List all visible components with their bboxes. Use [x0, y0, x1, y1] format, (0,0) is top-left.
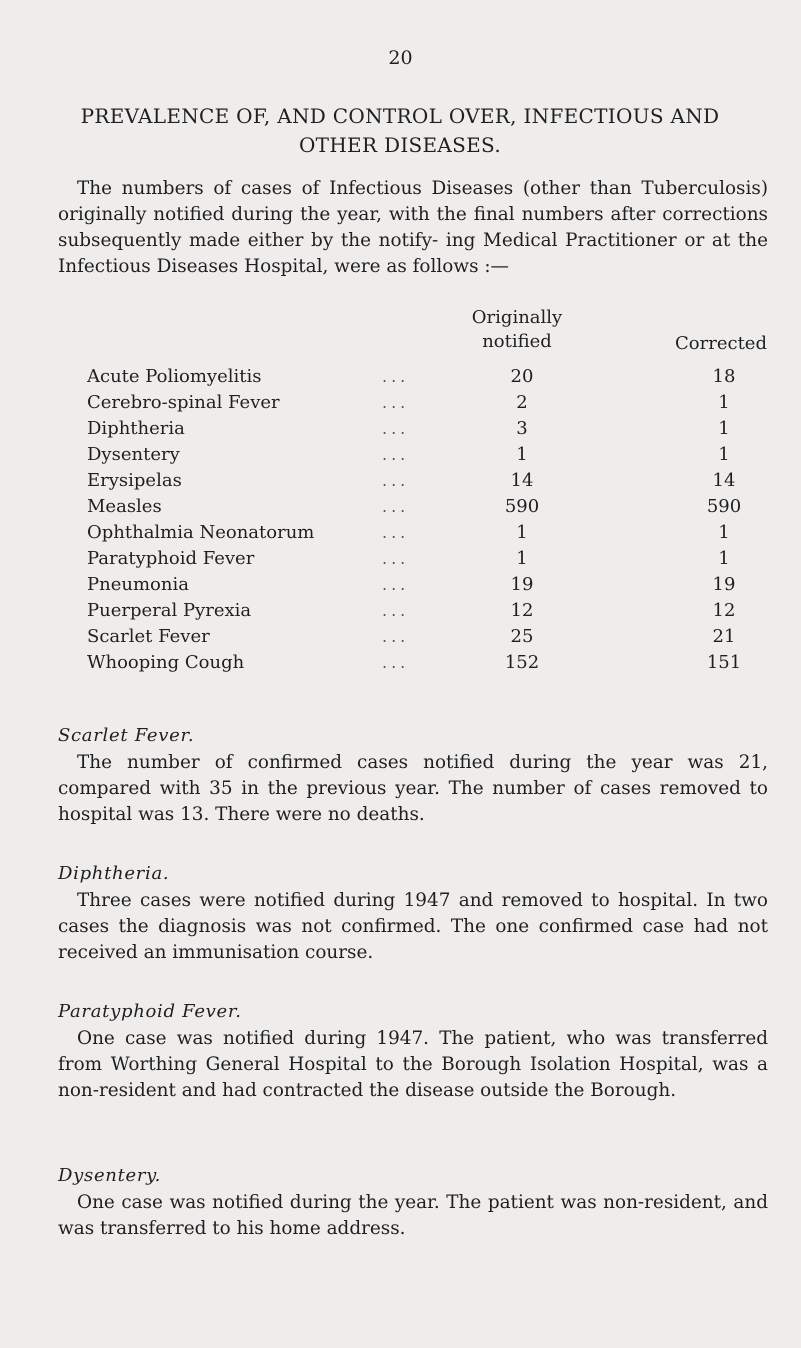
table-row: [0, 520, 801, 546]
table-row: [0, 390, 801, 416]
table-row: [0, 598, 801, 624]
dot-leader: ...: [382, 653, 410, 672]
section-title-diphtheria: Diphtheria.: [58, 863, 170, 884]
disease-name: Paratyphoid Fever: [87, 548, 255, 569]
table-row: [0, 364, 801, 390]
table-row: [0, 442, 801, 468]
dot-leader: ...: [382, 419, 410, 438]
table-header: [0, 306, 801, 360]
section-title-dysentery: Dysentery.: [58, 1165, 162, 1186]
disease-name: Scarlet Fever: [87, 626, 210, 647]
dot-leader: ...: [382, 497, 410, 516]
table-row: [0, 572, 801, 598]
corrected-count: 12: [712, 600, 736, 621]
disease-name: Dysentery: [87, 444, 180, 465]
table-row: [0, 468, 801, 494]
dot-leader: ...: [382, 549, 410, 568]
original-count: 25: [510, 626, 534, 647]
corrected-count: 18: [712, 366, 736, 387]
table-row: [0, 494, 801, 520]
original-count: 3: [516, 418, 528, 439]
table-row: [0, 546, 801, 572]
dot-leader: ...: [382, 601, 410, 620]
dot-leader: ...: [382, 445, 410, 464]
page-number: 20: [388, 47, 413, 69]
corrected-count: 14: [712, 470, 736, 491]
corrected-count: 1: [718, 418, 730, 439]
original-count: 1: [516, 548, 528, 569]
dot-leader: ...: [382, 575, 410, 594]
intro-paragraph: The numbers of cases of Infectious Diseases (other than Tuberculosis) originally notified during the year, with the final numbers after corrections subsequently made either by the notify- ing Medical Practitioner or at the Infectious Diseases Hospital, were as follows :—: [58, 178, 768, 277]
disease-name: Whooping Cough: [87, 652, 245, 673]
corrected-count: 1: [718, 548, 730, 569]
corrected-count: 19: [712, 574, 736, 595]
disease-name: Puerperal Pyrexia: [87, 600, 252, 621]
disease-name: Ophthalmia Neonatorum: [87, 522, 315, 543]
section-body-scarlet-fever: The number of confirmed cases notified during the year was 21, compared with 35 in the previous year. The number of cases removed to hospital was 13. There were no deaths.: [58, 752, 768, 825]
disease-name: Acute Poliomyelitis: [87, 366, 262, 387]
section-title-paratyphoid-fever: Paratyphoid Fever.: [58, 1001, 242, 1022]
table-row: [0, 650, 801, 676]
disease-name: Cerebro-spinal Fever: [87, 392, 280, 413]
corrected-count: 1: [718, 522, 730, 543]
disease-name: Erysipelas: [87, 470, 182, 491]
corrected-count: 590: [706, 496, 742, 517]
disease-table: [0, 364, 801, 676]
table-row: [0, 416, 801, 442]
dot-leader: ...: [382, 471, 410, 490]
original-count: 1: [516, 444, 528, 465]
dot-leader: ...: [382, 393, 410, 412]
corrected-count: 1: [718, 392, 730, 413]
original-count: 1: [516, 522, 528, 543]
original-count: 20: [510, 366, 534, 387]
original-count: 14: [510, 470, 534, 491]
corrected-count: 21: [712, 626, 736, 647]
original-count: 19: [510, 574, 534, 595]
original-count: 152: [504, 652, 540, 673]
corrected-count: 1: [718, 444, 730, 465]
dot-leader: ...: [382, 367, 410, 386]
corrected-count: 151: [706, 652, 742, 673]
column-header-originally-notified: Originally notified: [471, 307, 563, 352]
original-count: 12: [510, 600, 534, 621]
disease-name: Pneumonia: [87, 574, 189, 595]
table-row: [0, 624, 801, 650]
disease-name: Diphtheria: [87, 418, 185, 439]
original-count: 2: [516, 392, 528, 413]
original-count: 590: [504, 496, 540, 517]
disease-name: Measles: [87, 496, 162, 517]
section-body-paratyphoid-fever: One case was notified during 1947. The patient, who was transferred from Worthing General Hospital to the Borough Isolation Hospital, was a non-resident and had contracted the disease outside the Borough.: [58, 1028, 768, 1101]
dot-leader: ...: [382, 523, 410, 542]
dot-leader: ...: [382, 627, 410, 646]
column-header-corrected: Corrected: [675, 333, 767, 354]
section-body-diphtheria: Three cases were notified during 1947 and removed to hospital. In two cases the diagnosis was not confirmed. The one confirmed case had not received an immunisation course.: [58, 890, 768, 963]
section-body-dysentery: One case was notified during the year. The patient was non-resident, and was transferred to his home address.: [58, 1192, 768, 1239]
page-title: PREVALENCE OF, AND CONTROL OVER, INFECTIOUS AND OTHER DISEASES.: [80, 104, 720, 157]
section-title-scarlet-fever: Scarlet Fever.: [58, 725, 195, 746]
